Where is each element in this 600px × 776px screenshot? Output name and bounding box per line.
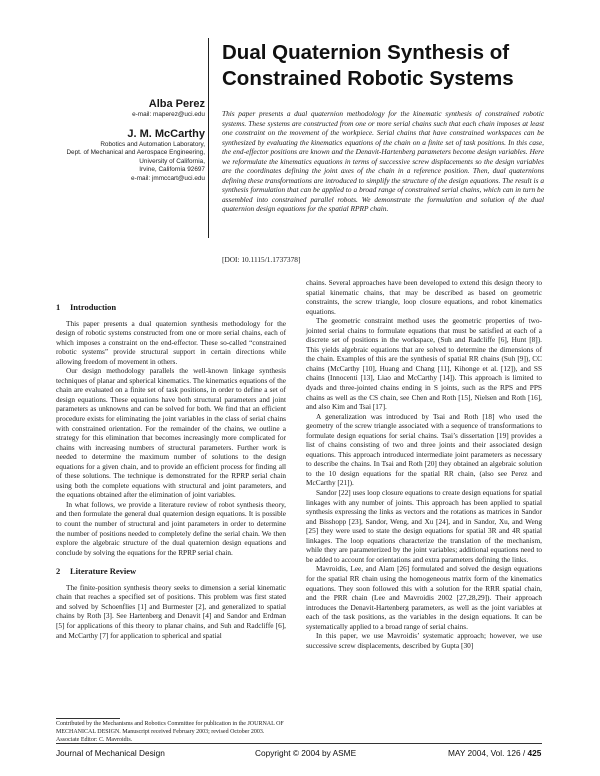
footer-issue-text: MAY 2004, Vol. 126 [448,748,521,758]
author-affiliation: Irvine, California 92697 [139,166,205,174]
footnote-rule [56,718,120,719]
author-affiliation: University of California, [139,157,205,165]
left-column [56,303,286,640]
section-heading [56,567,286,577]
author-email: e-mail: jmmccart@uci.edu [131,174,205,182]
right-column [306,278,542,650]
section-number: 2 [56,566,61,577]
paragraph: A generalization was introduced by Tsai and Roth [18] who used the geometry of the screw triangle associated with a sequence of transformations to formulate design equations for serial chains. Tsai’s dissertation [19] provides a list of chains consisting of two and three joints and their associated design equations. This approach introduced intermediate joint parameters as necessary to describe the chains. In Tsai and Roth [20] they obtained an algebraic solution to the 10 design equations for the spatial RR chain, (also see Perez and McCarthy [21]). [306,411,542,488]
footnote: Contributed by the Mechanisms and Robotics Committee for publication in the JOURNAL OF MECHANICAL DESIGN. Manuscript received February 2003; revised October 2003. Associate Editor: C. Mavroidis. [56,721,284,743]
section-heading [56,303,286,313]
footer-issue [448,748,541,758]
paragraph: chains. Several approaches have been developed to extend this design theory to spatial kinematic chains, that may be described as based on geometric constraints, the screw triangle, loop closure equations, and robot kinematics equations. [306,278,542,316]
doi: [DOI: 10.1115/1.1737378] [222,255,301,264]
section-number: 1 [56,302,61,312]
page-number: 425 [527,748,542,758]
footer-separator: / [522,748,526,758]
footer-rule [56,743,542,744]
footer-copyright: Copyright © 2004 by ASME [255,748,357,758]
author-name: J. M. McCarthy [127,127,205,140]
section-title: Literature Review [70,566,137,577]
paragraph: Sandor [22] uses loop closure equations to create design equations for spatial linkages with any number of joints. This approach has been applied to spatial synthesis expressing the links as vectors and the rotations as matrices in Sandor and Bisshopp [23], Sandor, Weng, and Xu [24], and in Sandor, Xu, and Weng [25] they were used to state the design equations for spatial 3R and 4R spatial linkages. The loop equations characterize the translation of the mechanism, while they are parameterized by the joint variables; additional equations need to be added to account for orientations and extra parameters defining the links. [306,488,542,564]
paragraph: In this paper, we use Mavroidis’ systematic approach; however, we use successive screw displacements, described by Gupta [30] [306,631,542,650]
paragraph: Our design methodology parallels the well-known linkage synthesis techniques of planar and spherical kinematics. The kinematics equations of the chain are evaluated on a finite set of task positions, in order to define a set of design equations. These equations have both structural parameters and joint parameters as unknowns and can be solved for both. We find that an efficient procedure exists for eliminating the joint variables in the class of serial chains with constrained orientation. For the remainder of the chains, we outline a strategy for this elimination that becomes increasingly more complicated for chains with increasing numbers of structural parameters. Further work is needed to determine the maximum number of solutions to the design equations for a given chain, and to provide an efficient process for finding all of these solutions. The technique is demonstrated for the RPRP serial chain using both the complete equations with structural and joint parameters, and the equations obtained after the elimination of joint variables. [56,366,286,500]
paper-title: Dual Quaternion Synthesis of Constrained Robotic Systems [222,41,514,90]
title-rule [208,38,209,238]
paragraph: This paper presents a dual quaternion synthesis methodology for the design of robotic systems constructed from one or more serial chains, each of which imposes a constraint on the end-effector. These so-called “constrained robotic systems” provide structural support in certain directions while allowing freedom of movement in others. [56,318,286,366]
paragraph: Mavroidis, Lee, and Alam [26] formulated and solved the design equations for the spatial RR chain using the homogeneous matrix form of the kinematics equations. They soon followed this with a solution for the RRR spatial chain, and the PRR chain (Lee and Mavroidis 2002 [27,28,29]). Their approach introduces the Denavit-Hartenberg parameters, as well as the joint variables at each of the task positions, as the variables in the design equations. It can be systematically applied to a broad range of serial chains. [306,564,542,631]
author-email: e-mail: maperez@uci.edu [132,111,205,118]
author-affiliation: Dept. of Mechanical and Aerospace Engineering, [66,149,205,157]
author-block [20,97,205,184]
footer-journal: Journal of Mechanical Design [56,748,165,758]
abstract: This paper presents a dual quaternion methodology for the kinematic synthesis of constrained robotic systems. These systems are constructed from one or more serial chains such that each chain imposes at least one constraint on the movement of the workpiece. Serial chains that have constrained workspaces can be synthesized by evaluating the kinematics equations of the chain on a finite set of task positions. In this case, the end-effector positions are known and the Denavit-Hartenberg parameters become design variables. Here we reformulate the kinematics equations in terms of successive screw displacements so the design variables are the coordinates defining the joint axes of the chain in a reference position. Then, dual quaternions defining these transformations are introduced to simplify the structure of the design equations. The result is a synthesis formulation that can be applied to a broad range of constrained serial chains, which can in turn be assembled into constrained parallel robots. We demonstrate the formulation and solution of the dual quaternion design equations for the spatial RPRP chain. [222,109,544,214]
section-title: Introduction [70,302,117,312]
paragraph: The geometric constraint method uses the geometric properties of two-jointed serial chains to formulate equations that must be satisfied at each of a discrete set of positions in the workspace, (Suh and Radcliffe [6], Hunt [8]). This yields algebraic equations that are solved to determine the dimensions of the chain. Examples of this are the synthesis of spatial RR chains (Suh [9]), CC chains (McCarthy [10], Huang and Chang [11], Kihonge et al. [12]), and SS chains (Innocenti [13], Liao and McCarthy [14]). This approach is limited to dyads and three-jointed chains ending in S joints, such as the RPS and PPS chains as well as the CS chain, see Chen and Roth [15], Nielsen and Roth [16], and also Kim and Tsai [17]. [306,316,542,412]
author-name: Alba Perez [148,98,205,110]
paragraph: The finite-position synthesis theory seeks to dimension a serial kinematic chain that reaches a specified set of positions. This problem was first stated and solved by Schoenflies [1] and Burmester [2], and generalized to spatial chains by Roth [3]. See Hartenberg and Denavit [4] and Sandor and Erdman [5] for applications of this theory to planar chains, and Suh and Radcliffe [6], and McCarthy [7] for application to spherical and spatial [56,582,286,640]
paragraph: In what follows, we provide a literature review of robot synthesis theory, and then formulate the general dual quaternion design equations. It is possible to count the number of structural and joint parameters in order to determine the number of positions needed to completely define the serial chain. We then explore the algebraic structure of the dual quaternion design equations and conclude by solving the equations for the RPRP serial chain. [56,499,286,557]
author-affiliation: Robotics and Automation Laboratory, [100,140,205,148]
